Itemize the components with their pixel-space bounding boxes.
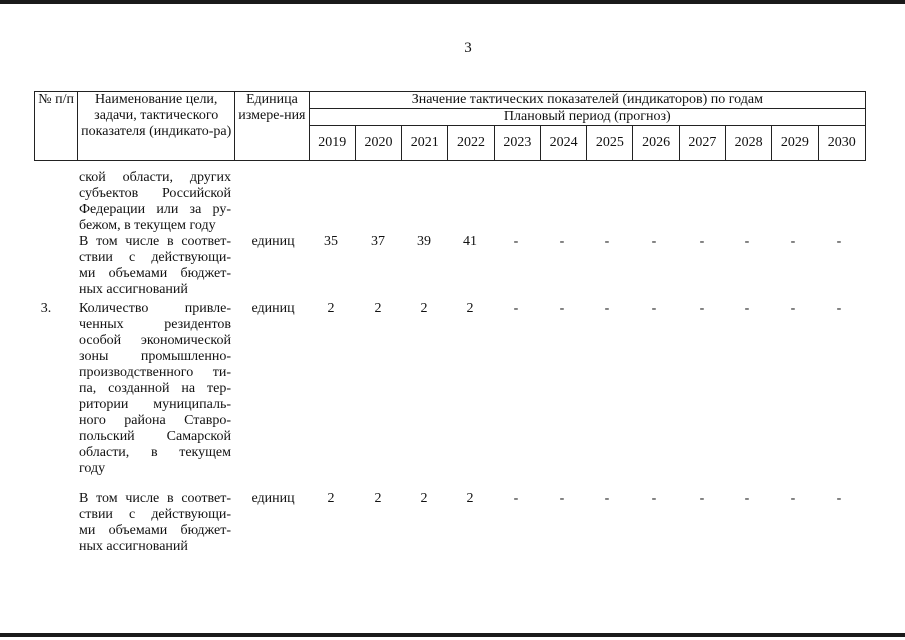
year-2028: 2028 — [726, 126, 772, 161]
value-2029: - — [790, 234, 796, 249]
description-line: ствии с действующи- — [79, 507, 231, 522]
year-2024: 2024 — [540, 126, 586, 161]
value-2023: - — [513, 491, 519, 506]
value-2024: - — [559, 234, 565, 249]
value-2030: - — [836, 301, 842, 316]
row-number: 3. — [40, 301, 52, 316]
row-description — [79, 491, 231, 555]
description-line: бежом, в текущем году — [79, 218, 216, 233]
description-line: особой экономической — [79, 333, 231, 348]
description-line: ных ассигнований — [79, 282, 188, 297]
value-2019: 2 — [327, 301, 335, 316]
description-line: ных ассигнований — [79, 539, 188, 554]
value-2020: 2 — [374, 491, 382, 506]
description-line: ми объемами бюджет- — [79, 266, 231, 281]
row-unit: единиц — [251, 234, 295, 249]
value-2029: - — [790, 491, 796, 506]
year-2025: 2025 — [587, 126, 633, 161]
value-2021: 2 — [420, 491, 428, 506]
value-2021: 39 — [417, 234, 431, 249]
value-2027: - — [699, 491, 705, 506]
year-2026: 2026 — [633, 126, 679, 161]
value-2028: - — [744, 491, 750, 506]
row-description — [79, 170, 231, 234]
year-2030: 2030 — [818, 126, 865, 161]
value-2024: - — [559, 301, 565, 316]
row-unit: единиц — [251, 491, 295, 506]
value-2024: - — [559, 491, 565, 506]
description-line: па, созданной на тер- — [79, 381, 231, 396]
value-2026: - — [651, 491, 657, 506]
header-values: Значение тактических показателей (индикаторов) по годам — [309, 92, 865, 109]
value-2019: 35 — [324, 234, 338, 249]
value-2030: - — [836, 234, 842, 249]
description-line: производственного ти- — [79, 365, 231, 380]
header-period: Плановый период (прогноз) — [309, 109, 865, 126]
year-2027: 2027 — [679, 126, 725, 161]
header-name: Наименование цели, задачи, тактического показателя (индикато-ра) — [78, 92, 235, 161]
header-num: № п/п — [35, 92, 78, 161]
value-2026: - — [651, 301, 657, 316]
description-line: ской области, других — [79, 170, 231, 185]
description-line: субъектов Российской — [79, 186, 231, 201]
description-line: ми объемами бюджет- — [79, 523, 231, 538]
header-unit: Единица измере-ния — [235, 92, 309, 161]
description-line: области, в текущем — [79, 445, 231, 460]
value-2019: 2 — [327, 491, 335, 506]
value-2020: 37 — [371, 234, 385, 249]
description-line: польский Самарской — [79, 429, 231, 444]
page-number: 3 — [464, 40, 472, 56]
year-2020: 2020 — [355, 126, 401, 161]
description-line: году — [79, 461, 106, 476]
value-2026: - — [651, 234, 657, 249]
year-2019: 2019 — [309, 126, 355, 161]
value-2025: - — [604, 301, 610, 316]
indicator-table-header — [34, 91, 866, 161]
value-2025: - — [604, 234, 610, 249]
value-2020: 2 — [374, 301, 382, 316]
description-line: В том числе в соответ- — [79, 491, 231, 506]
description-line: Количество привле- — [79, 301, 231, 316]
year-2022: 2022 — [448, 126, 494, 161]
value-2023: - — [513, 234, 519, 249]
row-description — [79, 234, 231, 298]
value-2023: - — [513, 301, 519, 316]
year-2029: 2029 — [772, 126, 818, 161]
value-2022: 2 — [466, 491, 474, 506]
value-2028: - — [744, 301, 750, 316]
value-2021: 2 — [420, 301, 428, 316]
description-line: Федерации или за ру- — [79, 202, 231, 217]
description-line: ствии с действующи- — [79, 250, 231, 265]
value-2030: - — [836, 491, 842, 506]
description-line: зоны промышленно- — [79, 349, 231, 364]
row-unit: единиц — [251, 301, 295, 316]
value-2027: - — [699, 234, 705, 249]
value-2022: 2 — [466, 301, 474, 316]
year-2021: 2021 — [402, 126, 448, 161]
top-border — [0, 0, 905, 4]
value-2025: - — [604, 491, 610, 506]
value-2022: 41 — [463, 234, 477, 249]
bottom-border — [0, 633, 905, 637]
value-2027: - — [699, 301, 705, 316]
description-line: В том числе в соответ- — [79, 234, 231, 249]
value-2028: - — [744, 234, 750, 249]
year-2023: 2023 — [494, 126, 540, 161]
description-line: ченных резидентов — [79, 317, 231, 332]
description-line: ритории муниципаль- — [79, 397, 231, 412]
value-2029: - — [790, 301, 796, 316]
row-description — [79, 301, 231, 477]
description-line: ного района Ставро- — [79, 413, 231, 428]
